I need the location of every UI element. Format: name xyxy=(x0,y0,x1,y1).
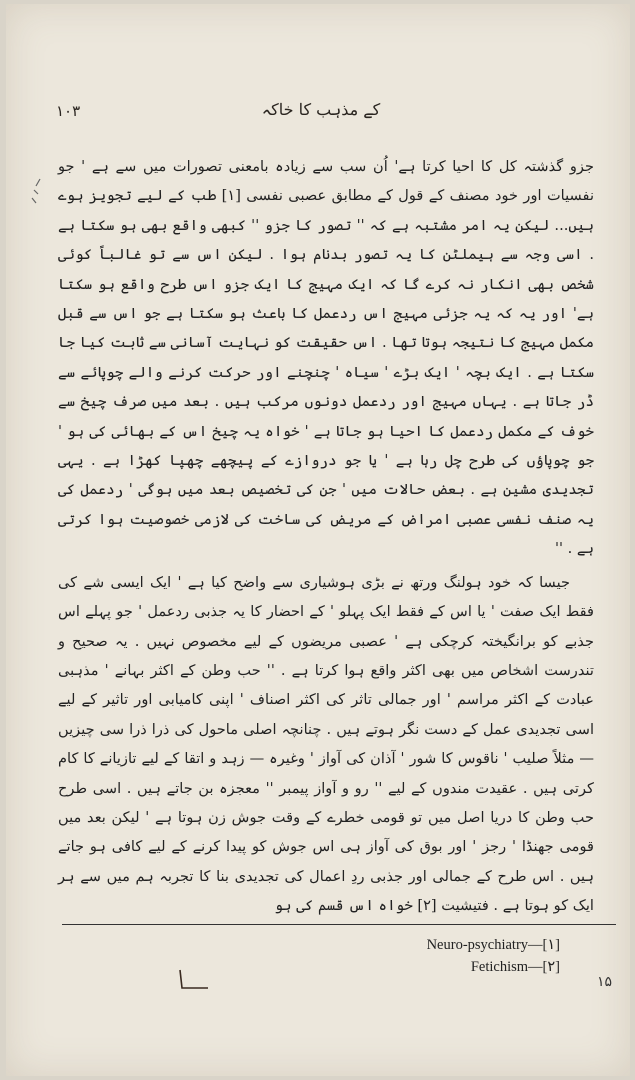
signature-mark: ۱۵ xyxy=(596,974,612,990)
footnote-rule xyxy=(62,924,616,925)
page-number: ١٠٣ xyxy=(56,102,81,120)
footnotes xyxy=(427,934,560,978)
running-title: کے مذہب کا خاکہ xyxy=(261,100,381,119)
main-text-block xyxy=(58,152,594,921)
footnote-1: Neuro-psychiatry—[۱] xyxy=(426,937,560,953)
paragraph-2: جیسا کہ خود ہولنگ ورتھ نے بڑی ہوشیاری سے واضح کیا ہے ' ایک ایسی شے کی فقط ایک صفت ' یا اس کے فقط ایک پہلو ' کے احضار کا یہ جذبی ردعمل ' جو پہلے اس جذبے کو برانگیختہ کرچکی ہے ' عصبی مریضوں کے لیے مخصوص نہیں . یہ صحیح و تندرست اشخاص میں بھی اکثر واقع ہوا کرتا ہے . '' حب وطن کے اکثر بہانے ' مذہبی عبادت کے اکثر مراسم ' اور جمالی تاثر کی اکثر اصناف ' اپنی کامیابی اور تاثیر کے لیے اسی تجدیدی عمل کے دست نگر ہوتے ہیں . چنانچہ اصلی ماحول کی ذرا ذرا سی چیزیں — مثلاً صلیب ' ناقوس کا شور ' آذان کی آواز ' وغیرہ — زہد و اتقا کے لیے تازیانے کا کام کرتی ہیں . عقیدت مندوں کے لیے '' رو و آواز پیمبر '' معجزہ بن جاتے ہیں . اسی طرح حب وطن کا دریا اصل میں تو قومی خطرے کے وقت جوش زن ہوتا ہے ' لیکن بعد میں قومی جھنڈا ' رجز ' اور بوق کی آواز ہی اس جوش کو پیدا کرنے کے لیے کافی ہو جاتے ہیں . اس طرح کے جمالی اور جذبی ردِ اعمال کی تجدیدی بنا کا تجربہ ہم میں سے ہر ایک کو ہوتا ہے . فتیشیت [۲] خواہ اس قسم کی ہو xyxy=(58,573,594,915)
margin-pencil-mark xyxy=(26,176,48,206)
book-page xyxy=(6,4,630,1076)
paragraph-1: جزو گذشتہ کل کا احیا کرتا ہے' اُن سب سے زیادہ بامعنی تصورات میں سے ہے ' جو نفسیات اور خود مصنف کے قول کے مطابق عصبی نفسی [۱] طب کے لیے تجویز ہوے ہیں... لیکن یہ امر مشتبہ ہے کہ '' تصور کا جزو '' کبھی واقع بھی ہو سکتا ہے . اسی وجہ سے ہیملٹن کا یہ تصور بدنام ہوا . لیکن اس سے تو غالباً کوئی شخص بھی انکار نہ کرے گا کہ ایک مہیج کا ایک جزو اس طرح واقع ہو سکتا ہے' اور یہ کہ یہ جزئی مہیج اس ردعمل کا باعث ہو سکتا ہے جو اس سے قبل مکمل مہیج کا نتیجہ ہوتا تھا . اس حقیقت کو نہایت آسانی سے ثابت کیا جا سکتا ہے . ایک بچہ ' ایک بڑے ' سیاہ ' چنچنے اور حرکت کرنے والے چوپائے سے ڈر جاتا ہے . یہاں مہیج اور ردعمل دونوں مرکب ہیں . بعد میں صرف چیخ سے خوف کے مکمل ردعمل کا احیا ہو جاتا ہے ' خواہ یہ چیخ اس کے بھائی کی ہو ' جو چوپاؤں کی طرح چل رہا ہے ' یا جو دروازے کے پیچھے چھپا کھڑا ہے . یہی تجدیدی مشین ہے . بعض حالات میں ' جن کی تخصیص بعد میں ہوگی ' ردعمل کی یہ صنف نفسی عصبی امراض کے مریض کی ساخت کی لازمی خصوصیت ہوا کرتی ہے . '' xyxy=(58,158,594,558)
footnote-2: Fetichism—[۲] xyxy=(470,959,560,975)
ink-stroke-mark xyxy=(174,966,214,994)
page-header xyxy=(56,96,586,124)
